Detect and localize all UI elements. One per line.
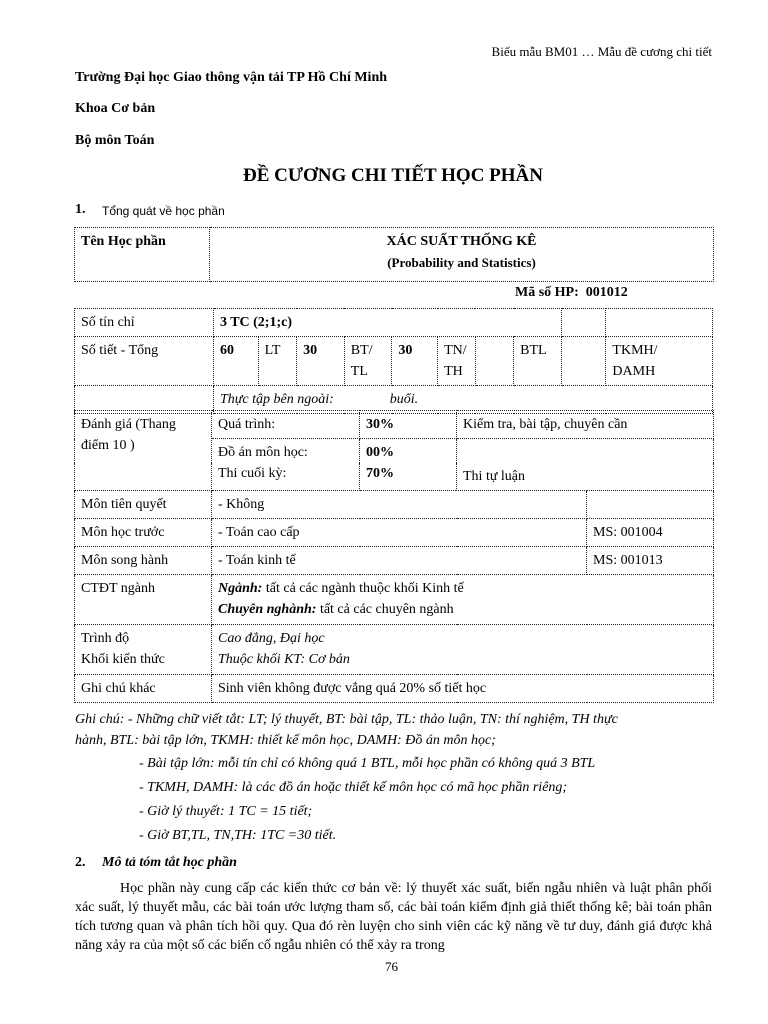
course-info-table: [74, 410, 714, 703]
tn-label: TN/ TH: [438, 337, 476, 386]
final-desc: Thi tự luận: [457, 439, 714, 491]
course-code-line: [515, 285, 628, 301]
specialization-value: tất cả các chuyên ngành: [316, 601, 454, 617]
parallel-code: MS: 001013: [587, 546, 714, 574]
notes-line-2: hành, BTL: bài tập lớn, TKMH: thiết kế môn học, DAMH: Đồ án môn học;: [75, 733, 496, 748]
program-label: CTĐT ngành: [75, 574, 212, 624]
prerequisite-label: Môn tiên quyết: [75, 490, 212, 518]
program-value: [212, 574, 714, 624]
course-name-label: Tên Học phần: [75, 228, 210, 282]
other-notes-value: Sinh viên không được vắng quá 20% số tiết học: [212, 674, 714, 702]
form-note: Biểu mẫu BM01 … Mẫu đề cương chi tiết: [491, 44, 712, 59]
course-name-vi: XÁC SUẤT THỐNG KÊ: [386, 234, 537, 249]
course-code: 001012: [585, 285, 628, 300]
major-label: Ngành:: [218, 580, 263, 596]
parallel-label: Môn song hành: [75, 546, 212, 574]
credits-table: [74, 308, 713, 414]
internship-unit: buổi.: [389, 392, 419, 407]
lt-hours: 30: [297, 337, 345, 386]
btl-hours: [561, 337, 606, 386]
university-name: Trường Đại học Giao thông vận tải TP Hồ Chí Minh: [75, 70, 388, 85]
department-name: Bộ môn Toán: [75, 133, 155, 148]
project-label: Đồ án môn học:: [212, 439, 360, 464]
project-weight: 00%: [360, 439, 457, 464]
process-desc: Kiểm tra, bài tập, chuyên cần: [457, 411, 714, 439]
parallel-value: - Toán kinh tế: [212, 546, 587, 574]
specialization-label: Chuyên nghành:: [218, 601, 317, 617]
internship-label: Thực tập bên ngoài:: [219, 392, 334, 407]
page-title: ĐỀ CƯƠNG CHI TIẾT HỌC PHẦN: [243, 165, 543, 186]
course-code-label: Mã số HP:: [515, 285, 579, 300]
tn-hours: [475, 337, 514, 386]
btl-label: BTL: [514, 337, 562, 386]
other-notes-label: Ghi chú khác: [75, 674, 212, 702]
course-summary: Học phần này cung cấp các kiến thức cơ bản về: lý thuyết xác suất, biến ngẫu nhiên và luật phân phối xác suất, lý thuyết mẫu, các bài toán ước lượng tham số, các bài toán kiểm định giả thiết thống kê; bài toán phân tích tương quan và phân tích hồi quy. Qua đó rèn luyện cho sinh viên các kỹ năng về tư duy, đánh giá được khả năng xảy ra của một số các biến cố ngẫu nhiên có thể xảy ra trong: [75, 881, 712, 953]
course-name-cell: [210, 228, 714, 282]
previous-label: Môn học trước: [75, 518, 212, 546]
section1-number: 1.: [75, 202, 86, 217]
section1-heading: Tổng quát về học phần: [102, 204, 225, 218]
hours-label: Số tiết - Tổng: [75, 337, 214, 386]
course-name-table: [74, 227, 714, 282]
tkmh-label: TKMH/ DAMH: [606, 337, 713, 386]
previous-value: - Toán cao cấp: [212, 518, 587, 546]
notes-item: - Giờ BT,TL, TN,TH: 1TC =30 tiết.: [139, 828, 337, 843]
page-number: 76: [385, 959, 398, 974]
final-weight: 70%: [360, 463, 457, 490]
notes-item: - TKMH, DAMH: là các đồ án hoặc thiết kế môn học có mã học phần riêng;: [139, 780, 568, 795]
bt-hours: 30: [392, 337, 438, 386]
level-label: Trình độ Khối kiến thức: [75, 624, 212, 674]
final-label: Thi cuối kỳ:: [212, 463, 360, 490]
bt-label: BT/ TL: [344, 337, 392, 386]
credits-label: Số tín chỉ: [75, 309, 214, 337]
hours-total: 60: [213, 337, 258, 386]
major-value: tất cả các ngành thuộc khối Kinh tế: [262, 580, 464, 596]
notes-line-1: Ghi chú: - Những chữ viết tắt: LT; lý thuyết, BT: bài tập, TL: thảo luận, TN: thí nghiệm, TH thực: [75, 712, 618, 727]
credits-value: 3 TC (2;1;c): [213, 309, 513, 337]
course-name-en: (Probability and Statistics): [387, 255, 536, 270]
faculty-name: Khoa Cơ bản: [75, 101, 156, 116]
process-weight: 30%: [360, 411, 457, 439]
previous-code: MS: 001004: [587, 518, 714, 546]
notes-item: - Bài tập lớn: mỗi tín chỉ có không quá 1 BTL, mỗi học phần có không quá 3 BTL: [139, 756, 596, 771]
notes-item: - Giờ lý thuyết: 1 TC = 15 tiết;: [139, 804, 313, 819]
section2-number: 2.: [75, 855, 86, 870]
lt-label: LT: [258, 337, 297, 386]
prerequisite-value: - Không: [212, 490, 587, 518]
assessment-label: Đánh giá (Thang điểm 10 ): [75, 411, 212, 491]
level-value: Cao đẳng, Đại học Thuộc khối KT: Cơ bản: [212, 624, 714, 674]
section2-heading: Mô tả tóm tắt học phần: [102, 855, 237, 870]
process-label: Quá trình:: [212, 411, 360, 439]
